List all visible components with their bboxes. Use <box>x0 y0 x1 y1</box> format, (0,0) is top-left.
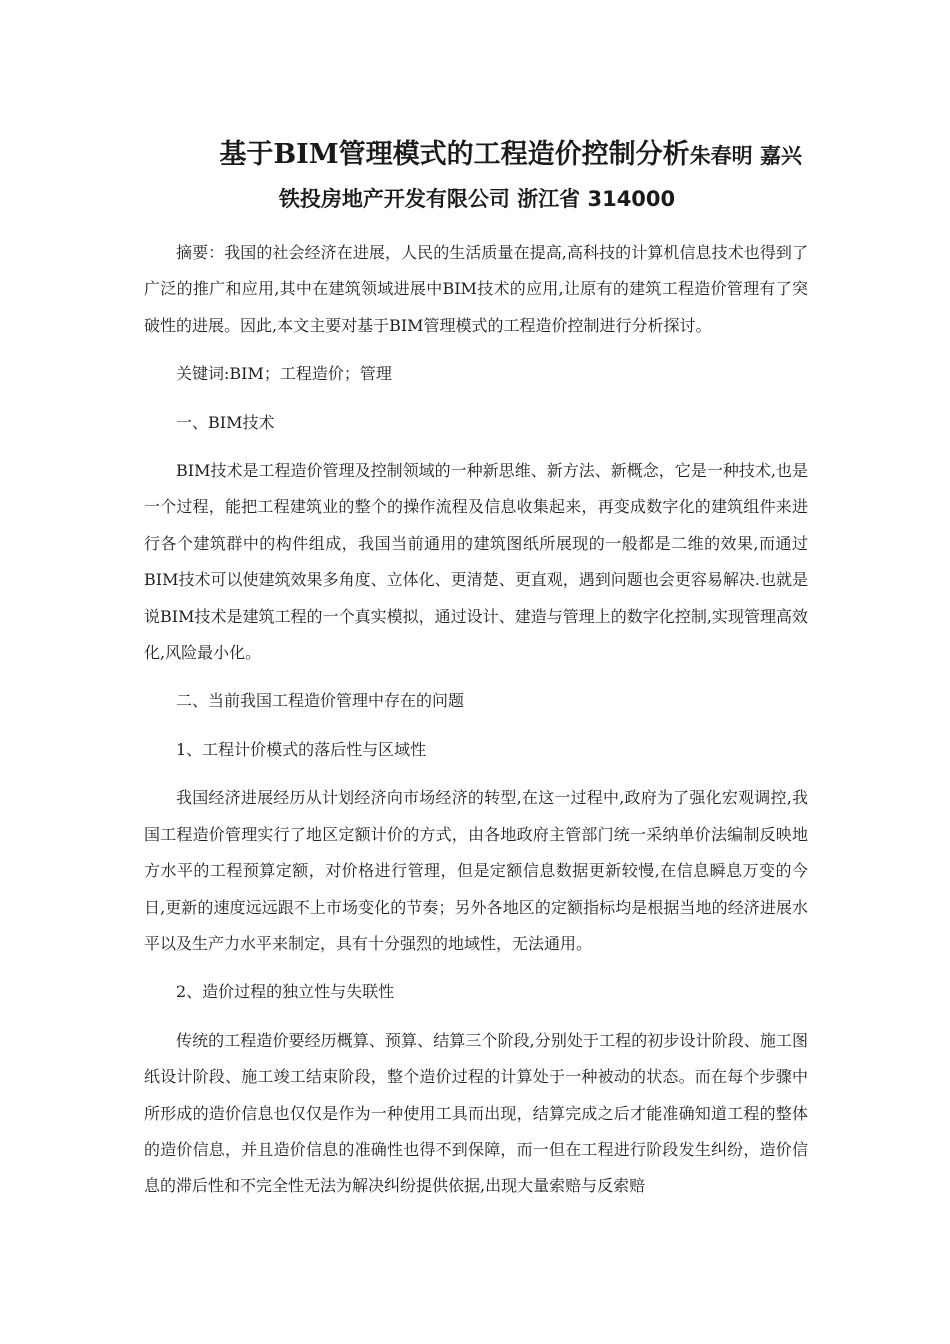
keywords-line: 关键词:BIM；工程造价；管理 <box>176 364 392 384</box>
document-title-line <box>0 132 950 171</box>
body-paragraph: 传统的工程造价要经历概算、预算、结算三个阶段,分别处于工程的初步设计阶段、施工图纸设计阶段、施工竣工结束阶段，整个造价过程的计算处于一种被动的状态。而在每个步骤中所形成的造价信息也仅仅是作为一种使用工具而出现，结算完成之后才能准确知道工程的整体的造价信息，并且造价信息的准确性也得不到保障，而一但在工程进行阶段发生纠纷，造价信息的滞后性和不完全性无法为解决纠纷提供依据,出现大量索赔与反索赔 <box>144 1030 808 1196</box>
author-affiliation-line2: 铁投房地产开发有限公司 浙江省 314000 <box>278 187 676 211</box>
body-paragraph: 我国经济进展经历从计划经济向市场经济的转型,在这一过程中,政府为了强化宏观调控,我国工程造价管理实行了地区定额计价的方式，由各地政府主管部门统一采纳单价法编制反映地方水平的工程预算定额，对价格进行管理，但是定额信息数据更新较慢,在信息瞬息万变的今日,更新的速度远远跟不上市场变化的节奏；另外各地区的定额指标均是根据当地的经济进展水平以及生产力水平来制定，具有十分强烈的地域性，无法通用。 <box>144 788 808 953</box>
subsection-heading-1: 1、工程计价模式的落后性与区域性 <box>176 739 427 759</box>
section-heading-2: 二、当前我国工程造价管理中存在的问题 <box>176 691 465 711</box>
abstract-paragraph: 摘要：我国的社会经济在进展，人民的生活质量在提高,高科技的计算机信息技术也得到了广泛的推广和应用,其中在建筑领域进展中BIM技术的应用,让原有的建筑工程造价管理有了突破性的进展。因此,本文主要对基于BIM管理模式的工程造价控制进行分析探讨。 <box>144 243 808 335</box>
section-heading-1: 一、BIM技术 <box>176 412 275 432</box>
subsection-heading-2: 2、造价过程的独立性与失联性 <box>176 982 395 1002</box>
author-affiliation-line1: 朱春明 嘉兴 <box>689 144 802 168</box>
document-body <box>144 235 808 1217</box>
document-title: 基于BIM管理模式的工程造价控制分析 <box>219 139 690 170</box>
body-paragraph: BIM技术是工程造价管理及控制领域的一种新思维、新方法、新概念，它是一种技术,也是一个过程，能把工程建筑业的整个的操作流程及信息收集起来，再变成数字化的建筑组件来进行各个建筑群中的构件组成，我国当前通用的建筑图纸所展现的一般都是二维的效果,而通过BIM技术可以使建筑效果多角度、立体化、更清楚、更直观，遇到问题也会更容易解决.也就是说BIM技术是建筑工程的一个真实模拟，通过设计、建造与管理上的数字化控制,实现管理高效化,风险最小化。 <box>144 461 808 663</box>
